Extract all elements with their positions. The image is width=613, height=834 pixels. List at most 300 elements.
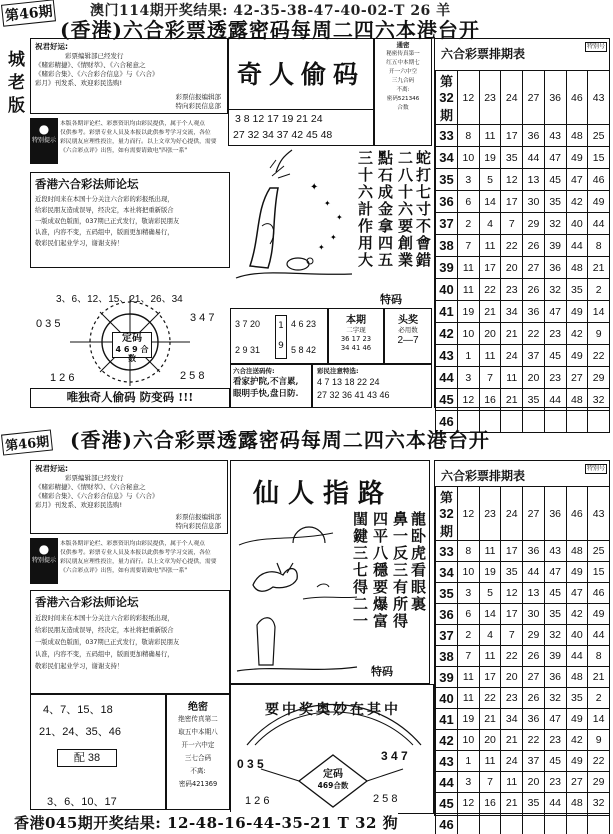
table-row — [436, 688, 610, 709]
table-period-cell: 35 — [436, 169, 458, 191]
table-cell: 42 — [566, 191, 588, 213]
p2-forum-title: 香港六合彩法师论坛 — [35, 595, 139, 609]
p1-illustration — [232, 148, 356, 290]
table-cell: 21 — [479, 301, 501, 323]
p2-tip-line: 绝密 — [188, 702, 208, 713]
p1-promo-line: 彩月》刊发系、欢迎彩民选购! — [35, 79, 123, 87]
table-cell: 17 — [501, 541, 523, 562]
table-cell: 21 — [501, 730, 523, 751]
table-row — [436, 583, 610, 604]
table-cell: 7 — [479, 772, 501, 793]
table-row — [436, 562, 610, 583]
p2-wheel-center-nums: 469合数 — [317, 781, 349, 790]
p1-wheel-center-nums: 4 6 9 合数 — [115, 345, 149, 363]
table-cell: 11 — [458, 257, 480, 279]
table-cell: 8 — [588, 646, 610, 667]
table2-special-label: 特别号 — [586, 465, 605, 472]
table-cell: 14 — [479, 604, 501, 625]
table-cell: 7 — [458, 646, 480, 667]
table-cell — [479, 814, 501, 834]
p2-tema-label: 特码 — [371, 665, 393, 678]
table-cell: 14 — [479, 191, 501, 213]
table-cell: 23 — [544, 367, 566, 389]
p1-zhuma-line: 4 7 13 18 22 24 — [317, 377, 380, 387]
p2-tip-line: 密码421369 — [178, 780, 218, 788]
table-cell: 12 — [501, 169, 523, 191]
p1-forum-box — [30, 172, 230, 268]
svg-text:✦: ✦ — [324, 199, 331, 208]
table-cell: 47 — [544, 301, 566, 323]
table-period-cell: 40 — [436, 279, 458, 301]
p2-poem-col: 龍卧虎看眼裏 — [409, 511, 427, 613]
table-row — [436, 625, 610, 646]
table-cell: 36 — [523, 709, 545, 730]
table-period-cell: 40 — [436, 688, 458, 709]
table-cell: 24 — [501, 71, 523, 125]
svg-text:✦: ✦ — [330, 233, 337, 242]
p1-benqi-box — [328, 308, 384, 364]
table-period-cell: 39 — [436, 257, 458, 279]
p2-forum-line: 近段时间来在本国十分关注六合彩的彩报纸出现， — [35, 615, 174, 622]
p1-promo-line: 祝君好运: — [35, 42, 68, 51]
table-cell: 27 — [523, 667, 545, 688]
table-cell: 20 — [501, 257, 523, 279]
panel1-header: (香港)六合彩票透露密码每周二四六本港台开 — [60, 18, 480, 42]
table-row — [436, 667, 610, 688]
table-cell: 23 — [544, 730, 566, 751]
p1-promo-line: 《赌彩合集》、《六合彩合信息》与《六合》 — [35, 70, 159, 78]
table-cell: 32 — [588, 793, 610, 814]
table-cell: 35 — [566, 279, 588, 301]
table-period-cell: 34 — [436, 562, 458, 583]
table-cell: 48 — [566, 257, 588, 279]
p1-number-line: 27 32 34 37 42 45 48 — [233, 129, 333, 141]
table-cell: 5 — [479, 169, 501, 191]
table-cell: 25 — [588, 541, 610, 562]
p1-comm-line: 看家护院,不言累, — [233, 377, 299, 387]
table-cell: 44 — [566, 235, 588, 257]
p2-tip-line: 开一六中定 — [181, 741, 215, 749]
table-cell: 23 — [501, 279, 523, 301]
table-cell: 7 — [458, 235, 480, 257]
table-period-cell: 44 — [436, 367, 458, 389]
p2-numgrid-line: 3、6、10、17 — [47, 796, 117, 808]
table-cell: 17 — [501, 191, 523, 213]
table-cell: 48 — [566, 541, 588, 562]
table-cell: 22 — [588, 751, 610, 772]
p2-forum-line: 给彩民朋友造成误导，经决定，本社将把重新版合 — [35, 627, 174, 634]
p2-notice-line: 仅供参考。彩票专业人员及本报以此供参考学习交流，各位 — [60, 550, 211, 556]
table-row — [436, 279, 610, 301]
table-period-cell: 第32期 — [436, 71, 458, 125]
table-cell: 2 — [458, 625, 480, 646]
table-period-cell: 36 — [436, 191, 458, 213]
table-cell: 21 — [501, 389, 523, 411]
p1-forum-line: 近段时间来在本国十分关注六合彩的彩报纸出现， — [35, 196, 174, 203]
table-cell: 47 — [544, 562, 566, 583]
table1 — [434, 38, 610, 429]
table-cell: 24 — [501, 487, 523, 541]
p1-tip-line: 三九合码 — [391, 78, 415, 84]
table-cell: 21 — [588, 667, 610, 688]
table-cell: 16 — [479, 793, 501, 814]
p1-comm-title: 六合注送码传: — [233, 367, 275, 375]
table-cell: 4 — [479, 625, 501, 646]
p1-promo-line: 彩票编辑部已经发行 — [65, 52, 124, 60]
p1-mid-row: 2 9 31 — [235, 345, 261, 355]
p1-mid-box-num: 9 — [278, 341, 284, 351]
table-period-cell: 35 — [436, 583, 458, 604]
table-cell — [566, 814, 588, 834]
p2-wheel-center-label: 定码 — [323, 769, 343, 780]
p1-poem-col: 二八十六要創業 — [396, 150, 414, 269]
table-cell: 40 — [566, 625, 588, 646]
table-row — [436, 71, 610, 125]
table-cell: 12 — [458, 487, 480, 541]
p2-arc-text: 要中奖奥妙在其中 — [265, 702, 401, 718]
table-period-cell: 41 — [436, 301, 458, 323]
table-cell: 11 — [479, 751, 501, 772]
table-row — [436, 235, 610, 257]
table-cell — [566, 411, 588, 433]
table-cell: 22 — [588, 345, 610, 367]
p1-forum-line: 给彩民朋友造成误导，经决定，本社将把重新版合 — [35, 207, 174, 214]
table-row — [436, 169, 610, 191]
table-cell: 8 — [588, 235, 610, 257]
table-cell: 35 — [501, 562, 523, 583]
p1-wheel-left: 0 3 5 — [36, 318, 61, 330]
p1-tip-line: 密码521346 — [386, 96, 420, 102]
table-cell: 10 — [458, 323, 480, 345]
table-cell: 48 — [566, 125, 588, 147]
p2-numgrid-box — [30, 694, 166, 810]
table-cell: 24 — [501, 751, 523, 772]
table-cell: 27 — [566, 772, 588, 793]
p2-illustration — [233, 515, 359, 683]
table-row — [436, 541, 610, 562]
p1-zhuma-line: 27 32 36 41 43 46 — [317, 390, 390, 400]
table-period-cell: 45 — [436, 793, 458, 814]
table-cell: 32 — [544, 279, 566, 301]
table-cell: 32 — [544, 625, 566, 646]
table-cell: 11 — [458, 688, 480, 709]
p1-title: 奇人偷码 — [237, 60, 366, 89]
p1-wheel-footer: 唯独奇人偷码 防变码 !!! — [66, 390, 194, 404]
table-cell: 11 — [458, 279, 480, 301]
table-cell: 22 — [523, 730, 545, 751]
table-cell: 17 — [479, 257, 501, 279]
p1-wheel-bottom-left: 1 2 6 — [50, 372, 75, 384]
p2-forum-line: 一版成双色版面，037期已正式发行，敬请彩民朋友 — [35, 639, 180, 646]
p1-tip-line: 开一六中空 — [389, 69, 417, 75]
table-cell: 39 — [544, 646, 566, 667]
table-cell: 40 — [566, 213, 588, 235]
table-cell: 37 — [523, 751, 545, 772]
table-cell: 11 — [458, 667, 480, 688]
table-cell: 7 — [501, 213, 523, 235]
p1-number-line: 3 8 12 17 19 21 24 — [235, 113, 323, 125]
table-cell: 22 — [501, 235, 523, 257]
table-cell: 36 — [523, 301, 545, 323]
table-row — [436, 367, 610, 389]
table2-title: 六合彩票排期表 — [441, 469, 526, 483]
p2-tip-line: 三七合码 — [184, 754, 212, 762]
p2-poem-col: 閨鍵三七得二一 — [351, 511, 369, 630]
table-cell: 13 — [523, 169, 545, 191]
table-cell — [544, 411, 566, 433]
table-cell: 23 — [479, 71, 501, 125]
table-cell: 12 — [458, 71, 480, 125]
table-cell: 46 — [588, 169, 610, 191]
p2-badge — [30, 538, 58, 584]
table-cell: 11 — [479, 541, 501, 562]
table-cell: 34 — [501, 709, 523, 730]
p2-wheel-bottom-right: 2 5 8 — [373, 793, 398, 805]
table-cell: 10 — [458, 562, 480, 583]
table-cell: 1 — [458, 345, 480, 367]
table-cell: 44 — [588, 625, 610, 646]
table-cell: 20 — [479, 323, 501, 345]
table-row — [436, 646, 610, 667]
table-cell: 32 — [544, 688, 566, 709]
p2-numgrid-line: 21、24、35、46 — [39, 726, 121, 738]
p2-wheel-right: 3 4 7 — [381, 749, 408, 763]
p1-benqi-nums: 34 41 46 — [340, 344, 372, 352]
table-cell: 3 — [458, 583, 480, 604]
table-cell: 10 — [458, 147, 480, 169]
table-cell: 29 — [588, 367, 610, 389]
table-cell: 9 — [588, 323, 610, 345]
p2-promo-tag: 特向彩民信息部 — [175, 522, 221, 530]
table-cell: 43 — [588, 487, 610, 541]
panel2-header: (香港)六合彩票透露密码每周二四六本港台开 — [70, 428, 490, 452]
table-cell: 36 — [523, 125, 545, 147]
p2-forum-line: 认准，内容不变，五码组中，版面更加精确易行， — [35, 651, 174, 658]
table-period-cell: 43 — [436, 751, 458, 772]
p1-title-box — [228, 38, 374, 146]
p1-notice-line: 仅供参考。彩票专业人员及本报以此供参考学习交流，各位 — [60, 130, 211, 136]
p1-mid-right: 5 8 42 — [291, 345, 317, 355]
table-cell: 17 — [501, 604, 523, 625]
table-cell: 34 — [501, 301, 523, 323]
table-cell: 20 — [523, 367, 545, 389]
table-cell: 35 — [523, 793, 545, 814]
table-cell: 22 — [523, 323, 545, 345]
p2-promo-line: 《赌彩精捷》、《情财萃》、《六合秘意之 — [35, 483, 146, 491]
p1-toujiang-label: 头奖 — [398, 315, 418, 326]
table-cell: 12 — [458, 793, 480, 814]
p1-forum-title: 香港六合彩法师论坛 — [35, 177, 139, 191]
table-cell: 21 — [501, 793, 523, 814]
side-vertical-label: 城老版 — [4, 50, 24, 119]
p1-notice-line: 彩民朋友应理性投注，量力而行。以上文章为好心提供，需要 — [60, 139, 217, 145]
table-row — [436, 730, 610, 751]
p1-wheel-bottom-right: 2 5 8 — [180, 370, 205, 382]
p1-promo-box — [30, 38, 228, 114]
table-cell — [523, 814, 545, 834]
table-cell: 24 — [501, 345, 523, 367]
table-row — [436, 814, 610, 834]
table-cell: 49 — [566, 345, 588, 367]
table-cell: 30 — [523, 604, 545, 625]
table-cell: 6 — [458, 191, 480, 213]
table-period-cell: 43 — [436, 345, 458, 367]
table-cell: 32 — [544, 213, 566, 235]
table-cell: 25 — [588, 125, 610, 147]
table-cell: 23 — [544, 323, 566, 345]
table-row — [436, 147, 610, 169]
p1-mid-box-num: 1 — [278, 321, 284, 331]
table-cell: 47 — [544, 147, 566, 169]
table-cell: 49 — [566, 301, 588, 323]
table-cell: 43 — [544, 541, 566, 562]
table1-grid — [435, 70, 610, 433]
table-cell: 44 — [588, 213, 610, 235]
table-cell: 35 — [523, 389, 545, 411]
table-cell: 49 — [566, 562, 588, 583]
table-cell: 11 — [479, 646, 501, 667]
table-cell: 11 — [479, 125, 501, 147]
table-period-cell: 38 — [436, 235, 458, 257]
svg-text:✦: ✦ — [310, 182, 319, 193]
top-results-banner: 澳门114期开奖结果: 42-35-38-47-40-02-T 26 羊 — [90, 3, 451, 19]
table-cell: 35 — [544, 604, 566, 625]
p1-zhuma-box — [312, 364, 432, 408]
p1-wheel — [30, 276, 230, 390]
p2-poem-col: 四平八穩要爆富 — [371, 511, 389, 630]
p2-promo-line: 彩票编辑部已经发行 — [65, 474, 124, 482]
p1-tip-line: 红五中本期七 — [386, 60, 420, 66]
table-cell: 21 — [501, 323, 523, 345]
table-period-cell: 33 — [436, 541, 458, 562]
table-cell: 49 — [588, 604, 610, 625]
table-cell: 26 — [523, 646, 545, 667]
table-cell: 4 — [479, 213, 501, 235]
table-cell: 9 — [588, 730, 610, 751]
table2 — [434, 460, 610, 832]
p1-toujiang-sub: 必用数 — [398, 326, 418, 334]
table-cell: 13 — [523, 583, 545, 604]
top-issue-label: 第46期 — [1, 0, 56, 27]
table-cell: 11 — [501, 772, 523, 793]
table-cell: 2 — [458, 213, 480, 235]
table-cell: 48 — [566, 793, 588, 814]
p2-wheel-left: 0 3 5 — [237, 757, 264, 771]
p1-wheel-top: 3、6、12、15、21、26、34 — [56, 294, 183, 305]
table-cell: 29 — [523, 625, 545, 646]
table-period-cell: 45 — [436, 389, 458, 411]
table1-title: 六合彩票排期表 — [441, 47, 526, 61]
table-period-cell: 41 — [436, 709, 458, 730]
table-cell: 46 — [566, 487, 588, 541]
table-cell: 44 — [523, 562, 545, 583]
table-cell: 45 — [544, 169, 566, 191]
p1-forum-line: 敬彩民们起业学习，谢谢支持！ — [35, 240, 124, 247]
table-cell: 42 — [566, 730, 588, 751]
table-cell: 22 — [501, 646, 523, 667]
p2-forum-box — [30, 590, 230, 694]
table-cell: 23 — [501, 688, 523, 709]
table-cell: 15 — [588, 147, 610, 169]
p1-mid-row: 3 7 20 — [235, 319, 261, 329]
p1-notice-line: 《六合彩点评》出售，如有需要请致电"四张一系" — [60, 148, 188, 154]
table-row — [436, 345, 610, 367]
table-cell: 11 — [479, 345, 501, 367]
table-cell: 44 — [544, 793, 566, 814]
table-row — [436, 709, 610, 730]
table-cell: 48 — [566, 389, 588, 411]
p2-promo-line: 祝君好运: — [35, 464, 68, 473]
table-cell: 8 — [458, 125, 480, 147]
table-cell: 44 — [566, 646, 588, 667]
table-cell: 48 — [566, 667, 588, 688]
table-cell: 26 — [523, 235, 545, 257]
table-cell: 3 — [458, 772, 480, 793]
table-cell: 1 — [458, 751, 480, 772]
table-period-cell: 第32期 — [436, 487, 458, 541]
table-cell: 3 — [458, 367, 480, 389]
table-cell: 47 — [544, 709, 566, 730]
p2-promo-line: 《赌彩合集》、《六合彩合信息》与《六合》 — [35, 492, 159, 500]
p2-notice-line: 彩民朋友应理性投注，量力而行。以上文章为好心提供，需要 — [60, 559, 217, 565]
table-cell: 20 — [479, 730, 501, 751]
table-cell: 46 — [588, 583, 610, 604]
table-cell: 7 — [479, 367, 501, 389]
table-cell: 47 — [566, 169, 588, 191]
table-cell: 10 — [458, 730, 480, 751]
table-cell — [501, 814, 523, 834]
table-cell: 45 — [544, 345, 566, 367]
table-cell: 49 — [566, 709, 588, 730]
table-cell — [458, 814, 480, 834]
p2-notice — [60, 540, 230, 576]
table-row — [436, 487, 610, 541]
p2-promo-line: 彩月》刊发系、欢迎彩民选购! — [35, 501, 123, 509]
table-cell: 20 — [523, 772, 545, 793]
table-row — [436, 323, 610, 345]
table-cell: 43 — [588, 71, 610, 125]
table-cell: 35 — [501, 147, 523, 169]
table-cell: 36 — [523, 541, 545, 562]
table-row — [436, 257, 610, 279]
p1-tip-line: 不离: — [396, 87, 410, 93]
table-row — [436, 213, 610, 235]
table-period-cell: 36 — [436, 604, 458, 625]
p1-wheel-right: 3 4 7 — [190, 312, 215, 324]
table-cell: 15 — [588, 562, 610, 583]
p2-tip-line: 不离: — [190, 767, 206, 775]
p1-badge-text: 特别提示 — [31, 137, 56, 144]
table-period-cell: 33 — [436, 125, 458, 147]
p1-forum-line: 一版成双色版面，037期已正式发行，敬请彩民朋友 — [35, 218, 180, 225]
table-cell: 19 — [479, 562, 501, 583]
table-cell: 14 — [588, 709, 610, 730]
p1-poem-col: 三十六計作用大 — [356, 150, 374, 269]
table-period-cell: 42 — [436, 730, 458, 751]
p2-title: 仙人指路 — [253, 479, 394, 509]
p1-toujiang-nums: 2—7 — [397, 335, 419, 346]
table-period-cell: 46 — [436, 814, 458, 834]
p2-badge-text: 特别提示 — [31, 557, 56, 564]
table-row — [436, 751, 610, 772]
table-cell: 49 — [566, 751, 588, 772]
p2-promo-tag: 彩票信报编辑部 — [175, 513, 221, 521]
drop-icon: ● — [38, 122, 50, 136]
table-cell: 39 — [544, 235, 566, 257]
table-period-cell: 39 — [436, 667, 458, 688]
table-cell: 43 — [544, 125, 566, 147]
table-row — [436, 389, 610, 411]
